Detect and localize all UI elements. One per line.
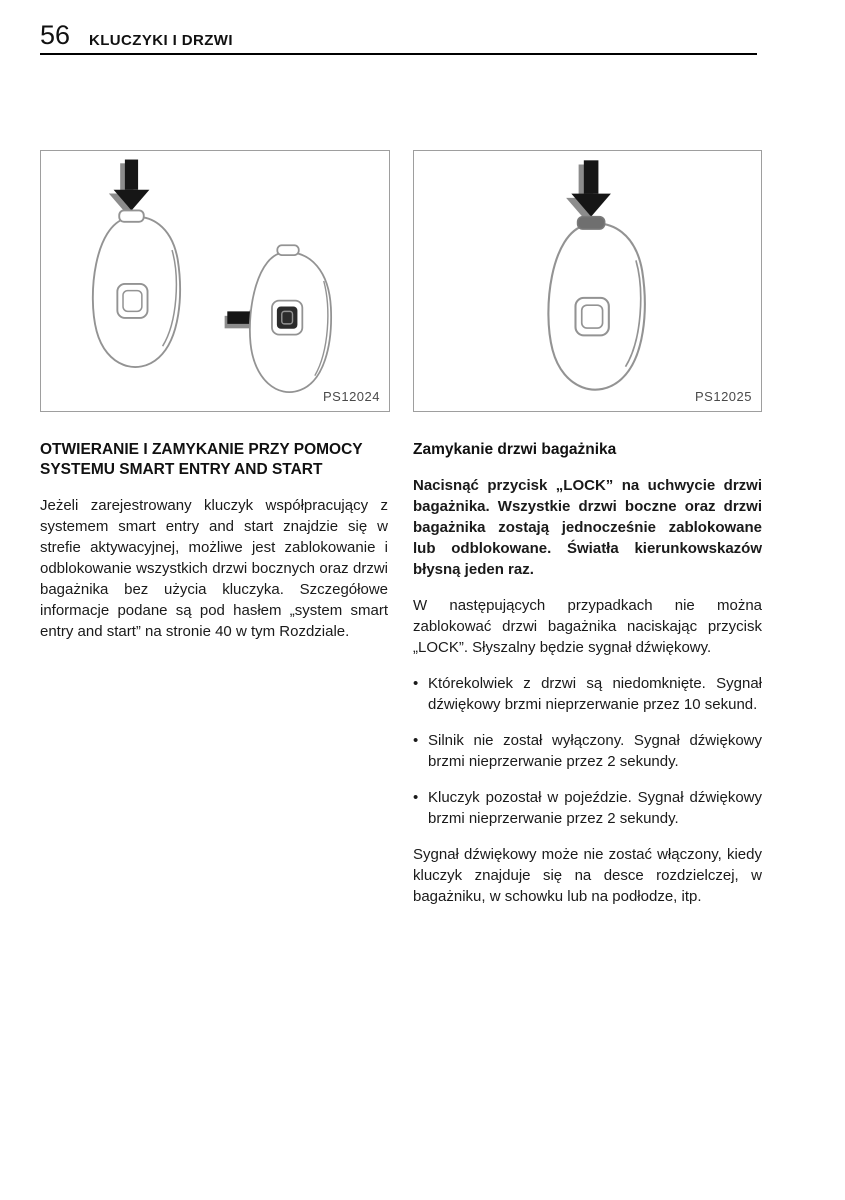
press-down-arrow-icon [566, 160, 611, 220]
lock-button-illustration [414, 151, 761, 411]
bullet-marker: • [413, 732, 419, 750]
right-column [413, 440, 762, 922]
figure-smart-entry [40, 150, 390, 412]
list-item-text: Silnik nie został wyłączony. Sygnał dźwiękowy brzmi nieprzerwanie przez 2 sekundy. [428, 732, 762, 771]
header-rule [40, 53, 757, 55]
tailgate-lock-lead-paragraph: Nacisnąć przycisk „LOCK” na uchwycie drzwi bagażnika. Wszystkie drzwi boczne oraz drzwi bagażnika zostają jednocześnie zablokowane lub odblokowane. Światła kierunkowskazów błysną jeden raz. [413, 477, 762, 579]
tailgate-lock-conditions-paragraph: W następujących przypadkach nie można zablokować drzwi bagażnika naciskając przycisk „LOCK”. Słyszalny będzie sygnał dźwiękowy. [413, 597, 762, 657]
key-fob-lock [548, 160, 644, 389]
smart-entry-paragraph: Jeżeli zarejestrowany kluczyk współpracujący z systemem smart entry and start znajdzie się w strefie aktywacyjnej, możliwe jest zablokowanie i odblokowanie wszystkich drzwi bocznych oraz drzwi bagażnika bez użycia kluczyka. Szczegółowe informacje podane są pod hasłem „system smart entry and start” na stronie 40 w tym Rozdziale. [40, 497, 388, 641]
bullet-marker: • [413, 675, 419, 693]
bullet-marker: • [413, 789, 419, 807]
section-heading-tailgate-lock: Zamykanie drzwi bagażnika [413, 441, 617, 458]
press-down-arrow-icon [109, 160, 150, 215]
section-heading-smart-entry: OTWIERANIE I ZAMYKANIE PRZY POMOCY SYSTEMU SMART ENTRY AND START [40, 441, 363, 479]
smart-entry-illustration [41, 151, 389, 411]
figure-code: PS12025 [695, 389, 752, 404]
list-item [413, 673, 762, 715]
key-fob-top [93, 160, 180, 367]
chapter-title: KLUCZYKI I DRZWI [89, 32, 233, 49]
tailgate-lock-closing-paragraph: Sygnał dźwiękowy może nie zostać włączony, kiedy kluczyk znajduje się na desce rozdzielczej, w bagażniku, w schowku lub na podłodze, itp. [413, 846, 762, 906]
list-item-text: Którekolwiek z drzwi są niedomknięte. Sygnał dźwiękowy brzmi nieprzerwanie przez 10 sekund. [428, 675, 762, 714]
list-item-text: Kluczyk pozostał w pojeździe. Sygnał dźwiękowy brzmi nieprzerwanie przez 2 sekundy. [428, 789, 762, 828]
key-fob-front [225, 245, 332, 392]
list-item [413, 787, 762, 829]
condition-list [413, 673, 762, 829]
left-column [40, 440, 388, 657]
figure-lock-button [413, 150, 762, 412]
figure-code: PS12024 [323, 389, 380, 404]
list-item [413, 730, 762, 772]
page-number: 56 [40, 20, 71, 50]
